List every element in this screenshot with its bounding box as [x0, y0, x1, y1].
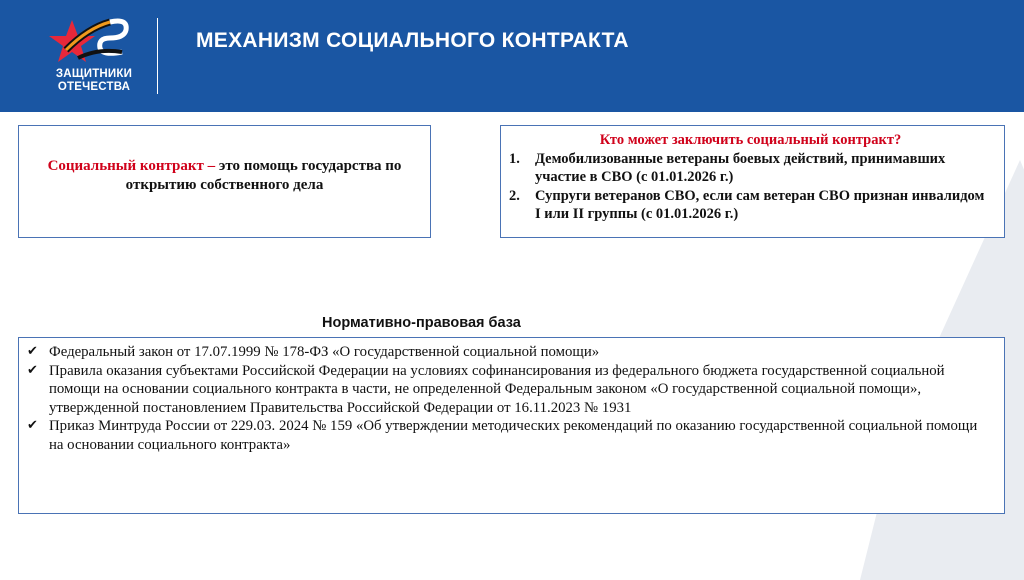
logo-line-2: ОТЕЧЕСТВА [57, 81, 131, 93]
definition-box [18, 125, 431, 238]
list-item-number: 2. [509, 187, 520, 204]
definition-term: Социальный контракт – [47, 157, 216, 174]
list-item [509, 150, 992, 187]
eligibility-question: Кто может заключить социальный контракт? [599, 132, 902, 148]
legal-section-title: Нормативно-правовая база [322, 315, 521, 331]
list-item [27, 417, 994, 454]
eligibility-box [500, 125, 1005, 238]
logo [38, 14, 150, 100]
list-item-number: 1. [509, 150, 520, 167]
list-item-text: Супруги ветеранов СВО, если сам ветеран СВО признан инвалидом I или II группы (с 01.01.2026 г.) [535, 187, 985, 222]
list-item-text: Правила оказания субъектами Российской Федерации на условиях софинансирования из федерального бюджета государственной социальной помощи на основании социального контракта в части, не определенной Федеральным законом «О государственной социальной помощи», утвержденной постановлением Правительства Российской Федерации от 16.11.2023 № 1931 [49, 362, 945, 416]
list-item-text: Федеральный закон от 17.07.1999 № 178-ФЗ «О государственной социальной помощи» [49, 344, 600, 360]
definition-text [33, 157, 416, 195]
header-bar [0, 0, 1024, 112]
list-item-text: Приказ Минтруда России от 229.03. 2024 № 159 «Об утверждении методических рекомендаций по оказанию государственной социальной помощи на основании социального контракта» [49, 418, 978, 453]
page-title: МЕХАНИЗМ СОЦИАЛЬНОГО КОНТРАКТА [196, 29, 629, 52]
check-mark-icon: ✔ [27, 362, 38, 378]
eligibility-list [509, 150, 992, 224]
header-divider [157, 18, 158, 94]
definition-body: это помощь государства по открытию собственного дела [125, 157, 402, 193]
legal-list [27, 343, 994, 455]
list-item [27, 362, 994, 418]
logo-text [38, 68, 150, 94]
star-ribbon-logo-icon [38, 14, 150, 70]
logo-line-1: ЗАЩИТНИКИ [55, 68, 133, 80]
check-mark-icon: ✔ [27, 344, 38, 359]
list-item [27, 343, 994, 362]
list-item-text: Демобилизованные ветераны боевых действий, принимавших участие в СВО (с 01.01.2026 г.) [535, 150, 946, 185]
legal-box [18, 337, 1005, 514]
check-mark-icon: ✔ [27, 418, 38, 434]
list-item [509, 187, 992, 224]
